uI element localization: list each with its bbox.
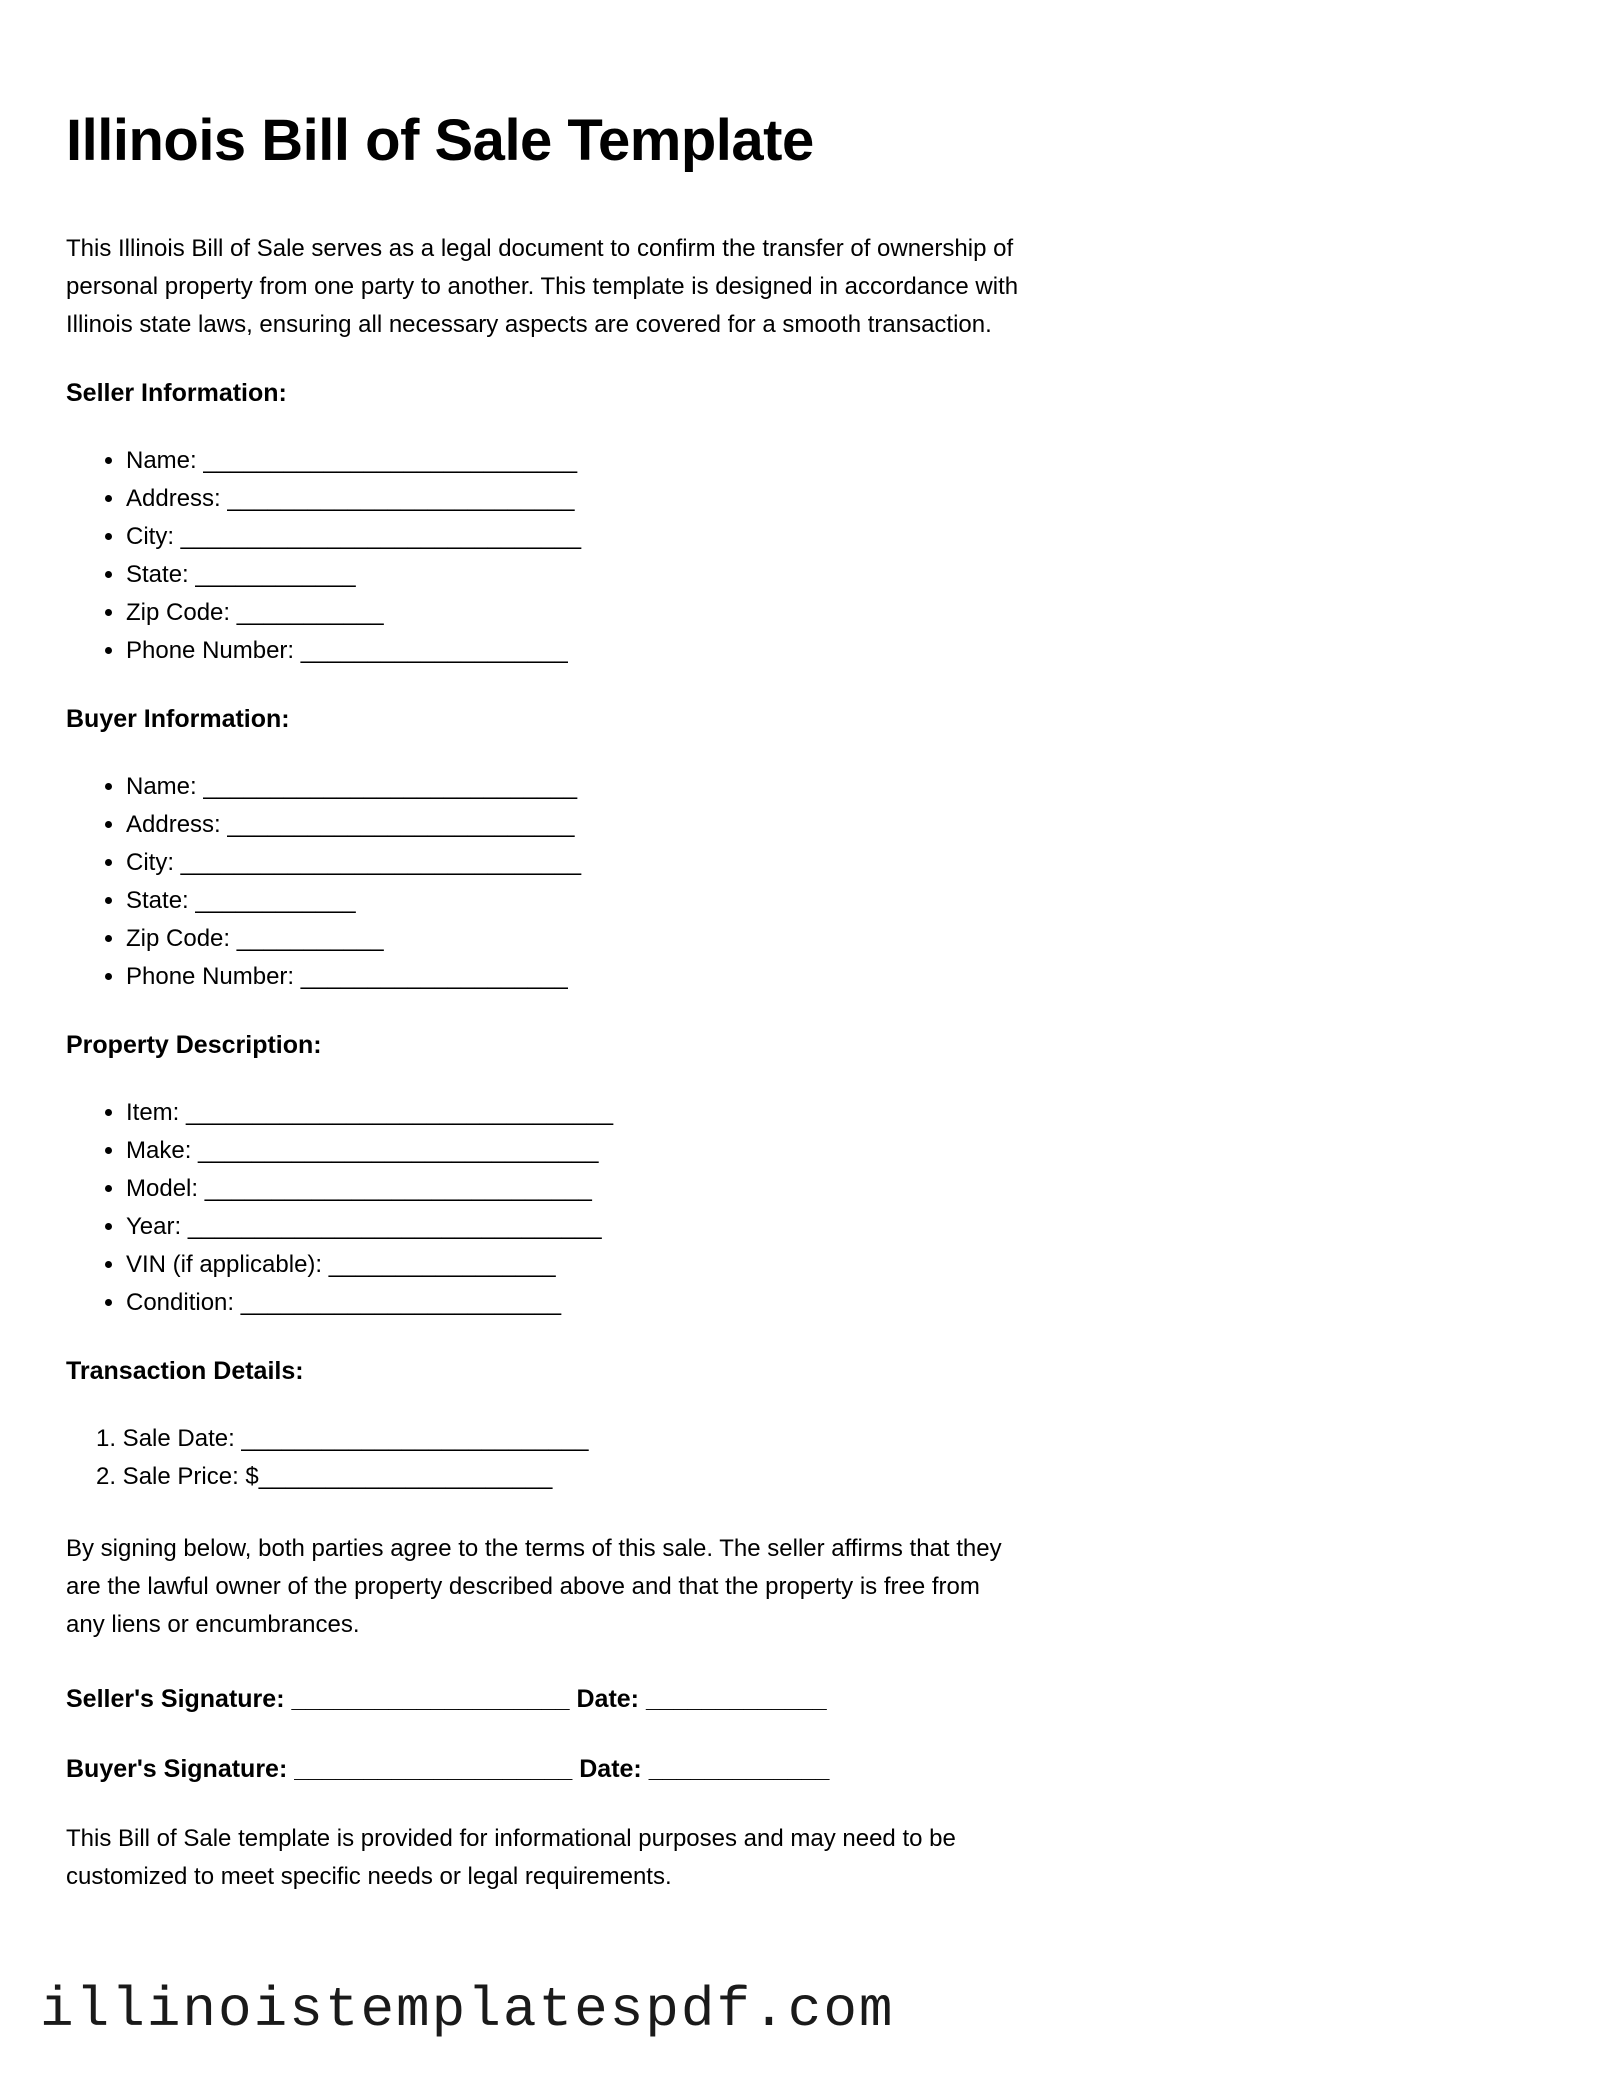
seller-info-heading: Seller Information: xyxy=(66,379,287,408)
seller-address-field: • Address: __________________________ xyxy=(126,480,1146,518)
seller-state-field: • State: ____________ xyxy=(126,556,1146,594)
site-watermark: illinoistemplatespdf.com xyxy=(40,1978,895,2042)
property-make-field: • Make: ______________________________ xyxy=(126,1132,1146,1170)
disclaimer-line: customized to meet specific needs or legal requirements. xyxy=(66,1863,672,1891)
seller-name-field: • Name: ____________________________ xyxy=(126,442,1146,480)
seller-signature-row: Seller's Signature: ____________________ Date: _____________ xyxy=(66,1685,827,1714)
seller-zip-field: • Zip Code: ___________ xyxy=(126,594,1146,632)
property-description-list xyxy=(66,1094,1146,1322)
buyer-address-field: • Address: __________________________ xyxy=(126,806,1146,844)
seller-phone-field: • Phone Number: ____________________ xyxy=(126,632,1146,670)
buyer-name-field: • Name: ____________________________ xyxy=(126,768,1146,806)
property-item-field: • Item: ________________________________ xyxy=(126,1094,1146,1132)
property-vin-field: • VIN (if applicable): _________________ xyxy=(126,1246,1146,1284)
property-model-field: • Model: _____________________________ xyxy=(126,1170,1146,1208)
buyer-state-field: • State: ____________ xyxy=(126,882,1146,920)
agreement-line: are the lawful owner of the property described above and that the property is free from xyxy=(66,1573,980,1601)
document-content xyxy=(0,108,1146,1896)
agreement-line: By signing below, both parties agree to the terms of this sale. The seller affirms that they xyxy=(66,1535,1002,1563)
property-description-heading: Property Description: xyxy=(66,1031,322,1060)
agreement-paragraph xyxy=(66,1530,1146,1644)
intro-line: personal property from one party to another. This template is designed in accordance with xyxy=(66,273,1019,301)
property-year-field: • Year: _______________________________ xyxy=(126,1208,1146,1246)
buyer-city-field: • City: ______________________________ xyxy=(126,844,1146,882)
page-title: Illinois Bill of Sale Template xyxy=(66,108,814,173)
transaction-details-list xyxy=(66,1420,1146,1496)
agreement-line: any liens or encumbrances. xyxy=(66,1611,360,1639)
disclaimer-paragraph xyxy=(66,1820,1146,1896)
intro-paragraph xyxy=(66,230,1146,344)
seller-info-list xyxy=(66,442,1146,670)
disclaimer-line: This Bill of Sale template is provided for informational purposes and may need to be xyxy=(66,1825,956,1853)
buyer-info-heading: Buyer Information: xyxy=(66,705,290,734)
buyer-signature-row: Buyer's Signature: ____________________ Date: _____________ xyxy=(66,1755,830,1784)
buyer-phone-field: • Phone Number: ____________________ xyxy=(126,958,1146,996)
intro-line: This Illinois Bill of Sale serves as a legal document to confirm the transfer of ownership of xyxy=(66,235,1014,263)
property-condition-field: • Condition: ________________________ xyxy=(126,1284,1146,1322)
sale-price-field: 2. Sale Price: $______________________ xyxy=(96,1463,553,1491)
buyer-zip-field: • Zip Code: ___________ xyxy=(126,920,1146,958)
transaction-details-heading: Transaction Details: xyxy=(66,1357,304,1386)
buyer-info-list xyxy=(66,768,1146,996)
seller-city-field: • City: ______________________________ xyxy=(126,518,1146,556)
sale-date-field: 1. Sale Date: __________________________ xyxy=(96,1425,589,1453)
intro-line: Illinois state laws, ensuring all necessary aspects are covered for a smooth transaction. xyxy=(66,311,992,339)
